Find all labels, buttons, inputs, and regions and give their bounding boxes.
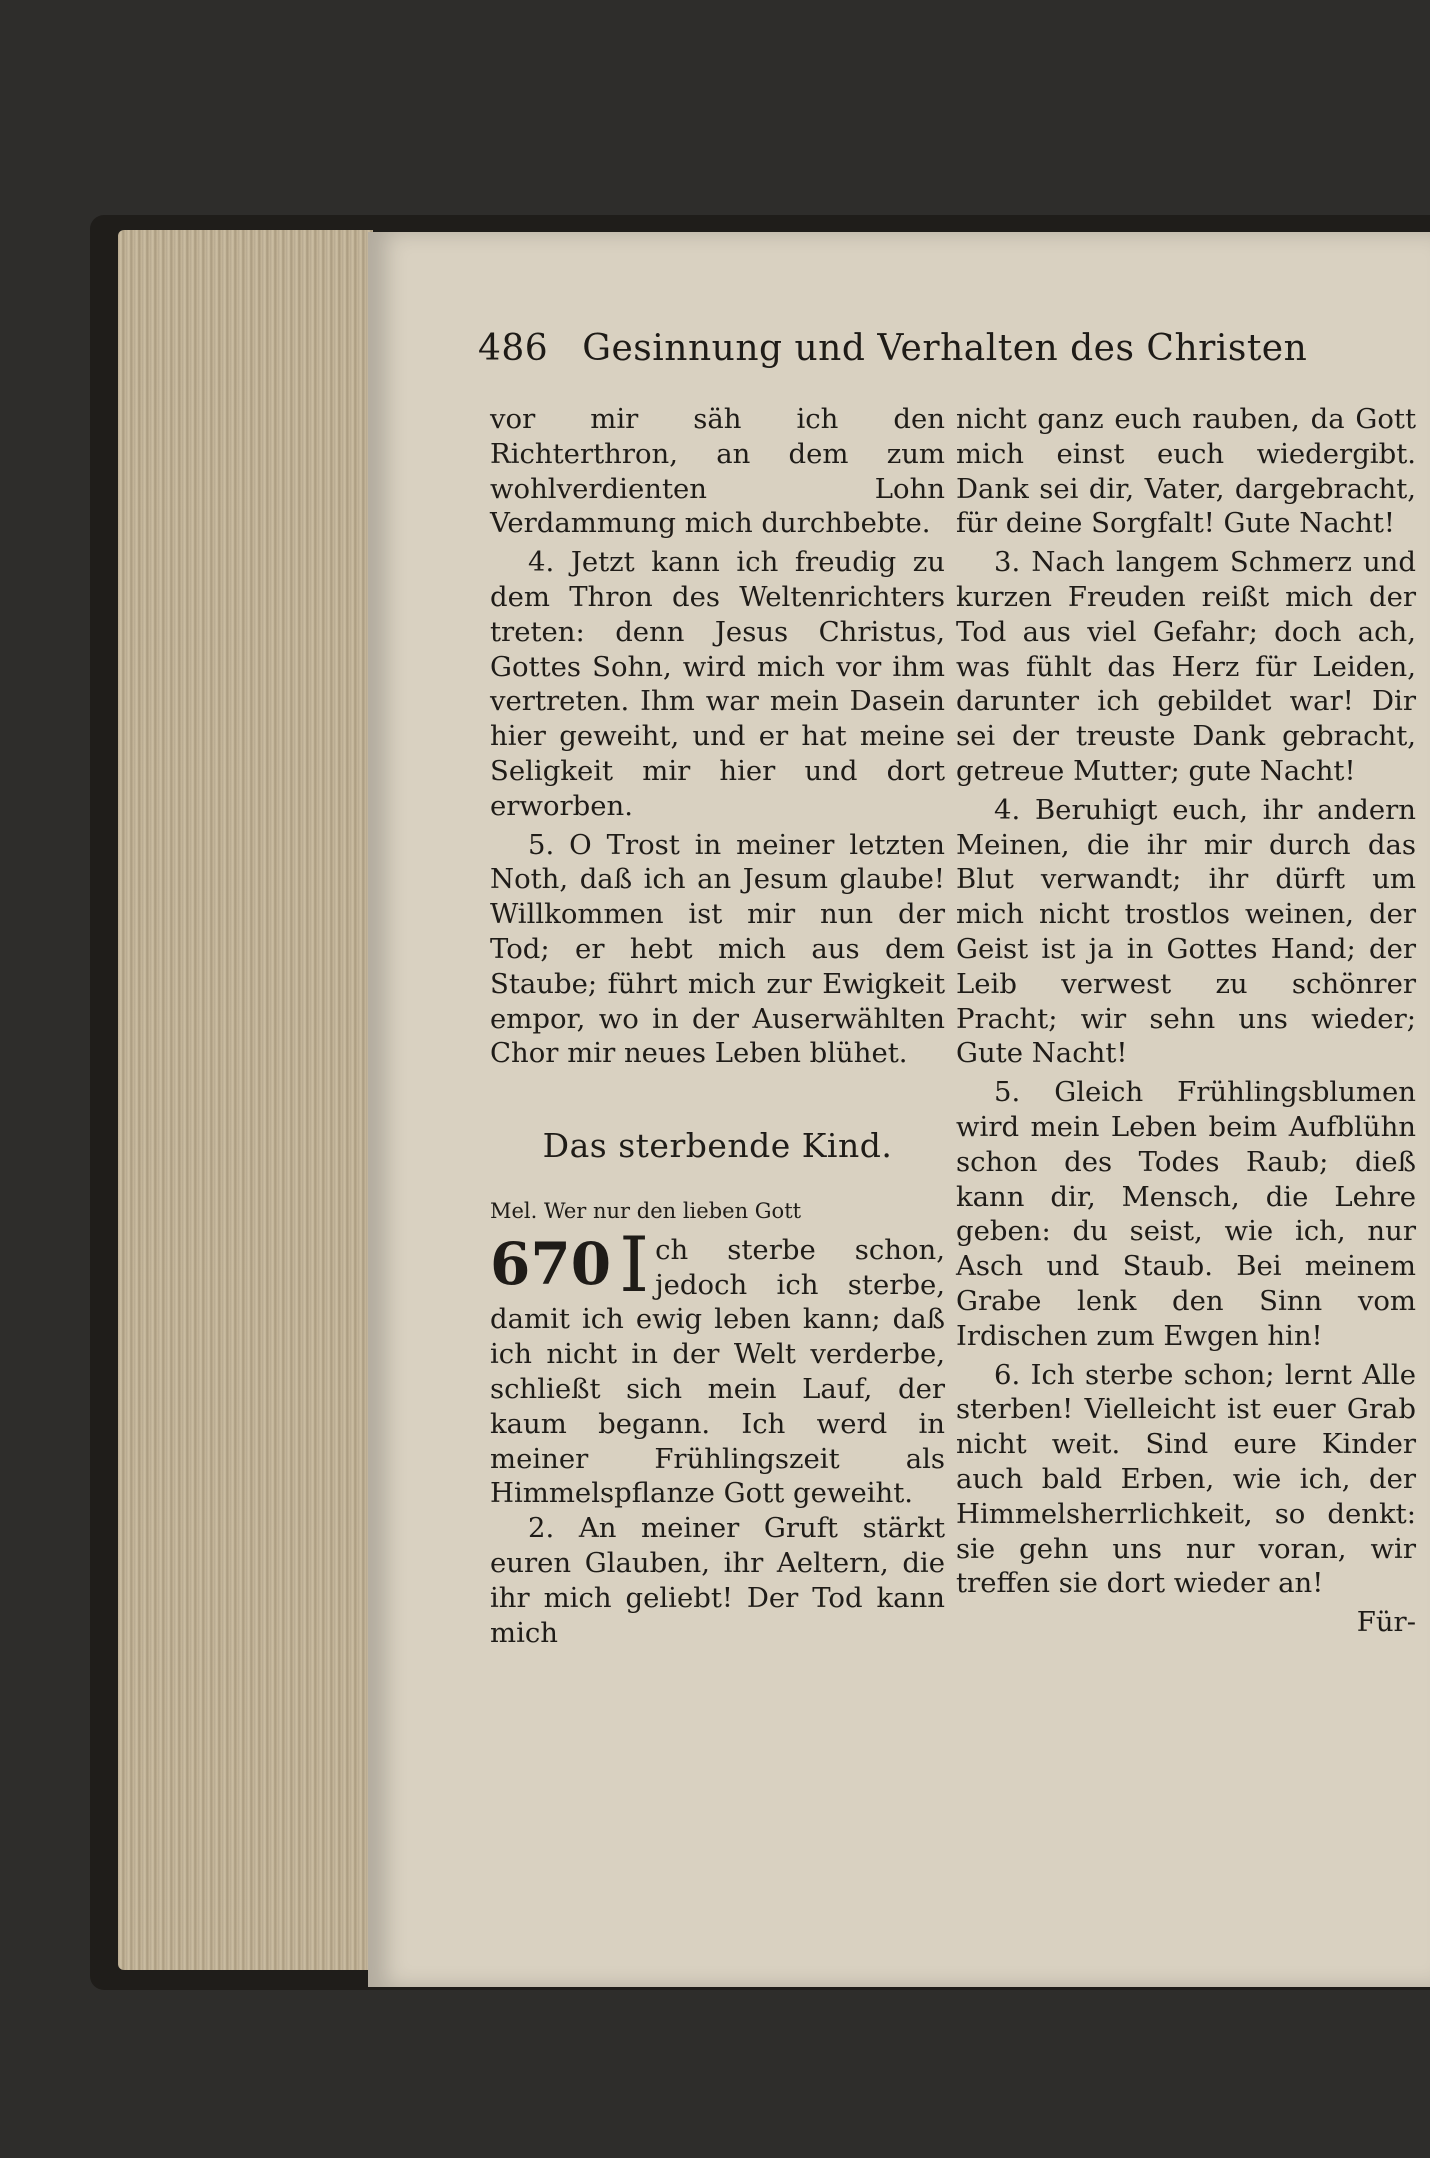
- page-number: 486: [478, 328, 549, 369]
- running-head: [478, 328, 1378, 369]
- verse-2: 2. An meiner Gruft stärkt euren Glauben, ihr Aeltern, die ihr mich geliebt! Der Tod kann mich: [490, 1512, 945, 1649]
- hymn-start: [490, 1233, 945, 1511]
- verse-4: 4. Beruhigt euch, ihr andern Meinen, die ihr mir durch das Blut verwandt; ihr dürft um mich nicht trostlos weinen, der Geist ist ja in Gottes Hand; der Leib verwest zu schönrer Pracht; wir sehn uns wieder; Gute Nacht!: [956, 793, 1416, 1070]
- drop-cap: I: [619, 1232, 650, 1309]
- running-title: Gesinnung und Verhalten des Christen: [582, 328, 1308, 369]
- verse-3: 3. Nach langem Schmerz und kurzen Freuden reißt mich der Tod aus viel Gefahr; doch ach, was fühlt das Herz für Leiden, darunter ich gebildet war! Dir sei der treuste Dank gebracht, getreue Mutter; gute Nacht!: [956, 546, 1416, 787]
- verse-2-continuation: nicht ganz euch rauben, da Gott mich einst euch wiedergibt. Dank sei dir, Vater, dargebracht, für deine Sorgfalt! Gute Nacht!: [956, 403, 1416, 540]
- page-edges: [118, 230, 373, 1970]
- book-page: [368, 232, 1430, 1987]
- verse-1: ch sterbe schon, jedoch ich sterbe, damit ich ewig leben kann; daß ich nicht in der Welt verderbe, schließt sich mein Lauf, der kaum begann. Ich werd in meiner Frühlingszeit als Himmelspflanze Gott geweiht.: [490, 1233, 945, 1510]
- hymn-title: Das sterbende Kind.: [542, 1126, 893, 1166]
- verse-4: 4. Jetzt kann ich freudig zu dem Thron des Weltenrichters treten: denn Jesus Christus, Gottes Sohn, wird mich vor ihm vertreten. Ihm war mein Dasein hier geweiht, und er hat meine Seligkeit mir hier und dort erworben.: [490, 546, 945, 822]
- verse-5: 5. O Trost in meiner letzten Noth, daß ich an Jesum glaube! Willkommen ist mir nun der Tod; er hebt mich aus dem Staube; führt mich zur Ewigkeit empor, wo in der Auserwählten Chor mir neues Leben blühet.: [490, 828, 945, 1070]
- hymn-number: 670: [490, 1232, 612, 1298]
- melody-line: Mel. Wer nur den lieben Gott: [490, 1198, 802, 1223]
- verse-continuation: vor mir säh ich den Richterthron, an dem zum wohlverdienten Lohn Verdammung mich durchbebte.: [490, 403, 945, 540]
- catchword: Für-: [1356, 1606, 1416, 1639]
- verse-5: 5. Gleich Frühlingsblumen wird mein Leben beim Aufblühn schon des Todes Raub; dieß kann dir, Mensch, die Lehre geben: du seist, wie ich, nur Asch und Staub. Bei meinem Grabe lenk den Sinn vom Irdischen zum Ewgen hin!: [956, 1076, 1416, 1352]
- left-column: [490, 402, 945, 1654]
- verse-6: 6. Ich sterbe schon; lernt Alle sterben! Vielleicht ist euer Grab nicht weit. Sind eure Kinder auch bald Erben, wie ich, der Himmelsherrlichkeit, so denkt: sie gehn uns nur voran, wir treffen sie dort wieder an!: [956, 1358, 1416, 1600]
- right-column: [956, 402, 1416, 1640]
